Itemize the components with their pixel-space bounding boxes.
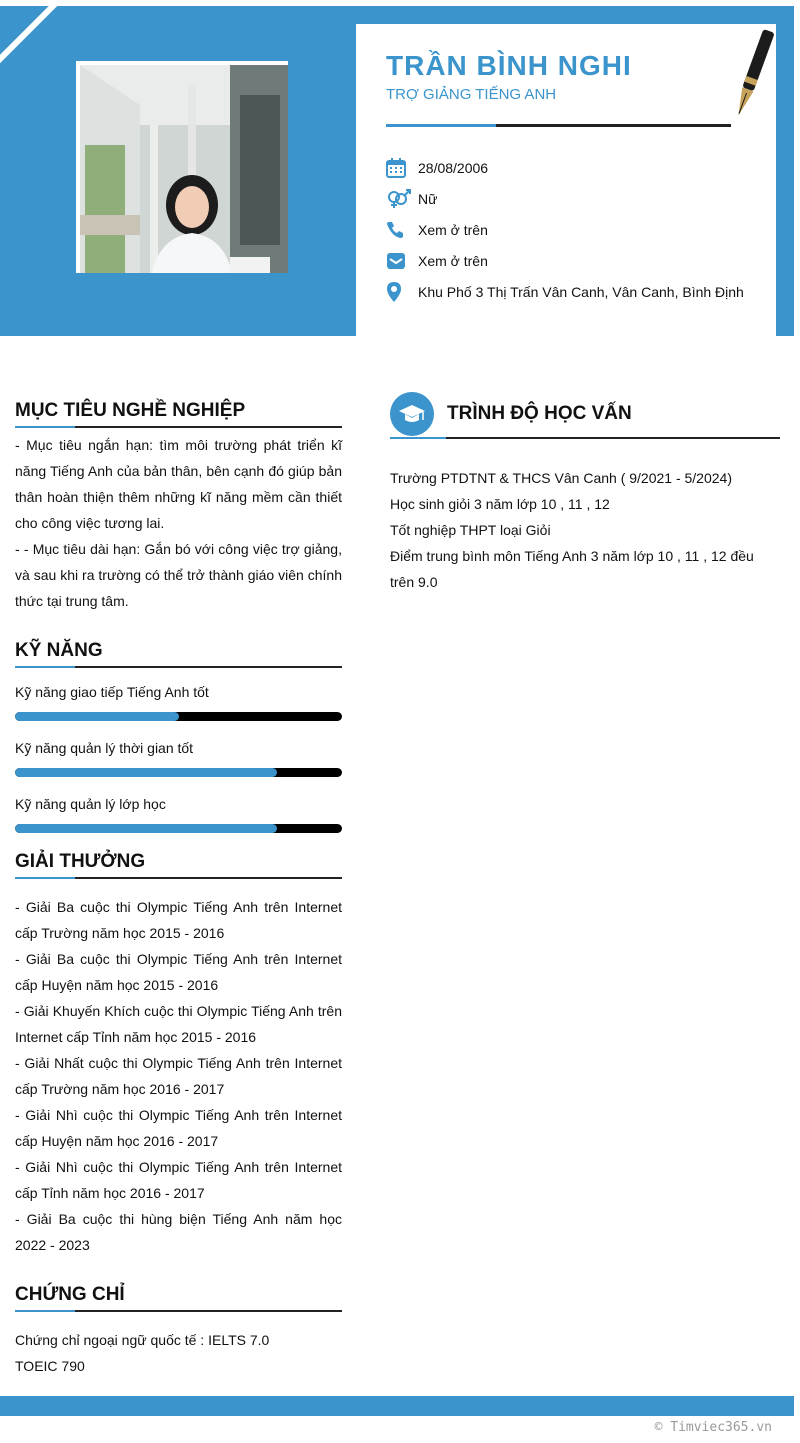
skills-title: KỸ NĂNG [15, 640, 103, 661]
education-line: Học sinh giỏi 3 năm lớp 10 , 11 , 12 [390, 496, 610, 512]
candidate-name: TRẦN BÌNH NGHI [386, 50, 632, 81]
contact-phone [386, 214, 766, 245]
skill-bar [15, 712, 342, 721]
skill-bar-fill [15, 712, 179, 721]
education-header [390, 392, 780, 436]
awards-title: GIẢI THƯỞNG [15, 851, 146, 872]
award-item: - Giải Ba cuộc thi Olympic Tiếng Anh trên Internet cấp Huyện năm học 2015 - 2016 [15, 951, 342, 993]
objective-title: MỤC TIÊU NGHỀ NGHIỆP [15, 400, 246, 421]
fountain-pen-icon [724, 28, 780, 128]
right-column [390, 392, 780, 595]
awards-section [15, 851, 342, 1258]
award-item: - Giải Khuyến Khích cuộc thi Olympic Tiếng Anh trên Internet cấp Tỉnh năm học 2015 - 2016 [15, 1003, 342, 1045]
contact-list [386, 152, 766, 307]
contact-email [386, 245, 766, 276]
award-item: - Giải Nhì cuộc thi Olympic Tiếng Anh trên Internet cấp Tỉnh năm học 2016 - 2017 [15, 1159, 342, 1201]
phone-icon [386, 219, 418, 241]
objective-long-term: - - Mục tiêu dài hạn: Gắn bó với công việc trợ giảng, và sau khi ra trường có thể trở thành giáo viên chính thức tại trung tâm. [15, 541, 342, 609]
profile-photo [80, 65, 288, 273]
certificate-item: TOEIC 790 [15, 1358, 85, 1374]
header-banner [0, 6, 794, 336]
footer-bar [0, 1396, 794, 1416]
education-line: Tốt nghiệp THPT loại Giỏi [390, 522, 551, 538]
skill-label: Kỹ năng giao tiếp Tiếng Anh tốt [15, 684, 209, 700]
skill-label: Kỹ năng quản lý lớp học [15, 796, 166, 812]
certificates-title: CHỨNG CHỈ [15, 1284, 125, 1305]
title-underline-accent [386, 124, 496, 127]
gender-icon [386, 188, 418, 210]
education-line: Trường PTDTNT & THCS Vân Canh ( 9/2021 - 5/2024) [390, 470, 732, 486]
contact-gender [386, 183, 766, 214]
section-rule [390, 437, 780, 439]
contact-birthday [386, 152, 766, 183]
birthday-text: 28/08/2006 [418, 159, 489, 176]
left-column [15, 400, 342, 1379]
calendar-icon [386, 157, 418, 179]
skill-bar-fill [15, 824, 277, 833]
certificate-item: Chứng chỉ ngoại ngữ quốc tế : IELTS 7.0 [15, 1332, 270, 1348]
info-card [356, 24, 776, 336]
objective-short-term: - Mục tiêu ngắn hạn: tìm môi trường phát triển kĩ năng Tiếng Anh của bản thân, bên cạnh đó giúp bản thân hoàn thiện thêm những kĩ năng mềm cần thiết cho công việc tương lai. [15, 437, 342, 531]
location-pin-icon [386, 281, 418, 303]
section-rule [15, 1310, 342, 1312]
title-underline [496, 124, 731, 127]
award-item: - Giải Ba cuộc thi Olympic Tiếng Anh trên Internet cấp Trường năm học 2015 - 2016 [15, 899, 342, 941]
skill-bar-fill [15, 768, 277, 777]
certificates-section [15, 1284, 342, 1379]
contact-address [386, 276, 766, 307]
objective-section [15, 400, 342, 614]
job-title: TRỢ GIẢNG TIẾNG ANH [386, 86, 557, 103]
skill-bar [15, 768, 342, 777]
section-rule [15, 666, 342, 668]
skill-label: Kỹ năng quản lý thời gian tốt [15, 740, 194, 756]
section-rule [15, 877, 342, 879]
graduation-cap-icon [390, 392, 434, 436]
education-title: TRÌNH ĐỘ HỌC VẤN [447, 403, 632, 424]
award-item: - Giải Nhất cuộc thi Olympic Tiếng Anh trên Internet cấp Trường năm học 2016 - 2017 [15, 1055, 342, 1097]
email-text: Xem ở trên [418, 252, 488, 269]
phone-text: Xem ở trên [418, 221, 488, 238]
award-item: - Giải Ba cuộc thi hùng biện Tiếng Anh năm học 2022 - 2023 [15, 1211, 342, 1253]
education-section [390, 392, 780, 595]
education-line: Điểm trung bình môn Tiếng Anh 3 năm lớp 10 , 11 , 12 đều trên 9.0 [390, 548, 754, 590]
skills-section [15, 640, 342, 833]
skill-bar [15, 824, 342, 833]
profile-photo-frame [76, 61, 288, 273]
watermark: © Timviec365.vn [654, 1420, 772, 1435]
section-rule [15, 426, 342, 428]
gender-text: Nữ [418, 190, 438, 207]
address-text: Khu Phố 3 Thị Trấn Vân Canh, Vân Canh, Bình Định [418, 283, 744, 300]
email-icon [386, 250, 418, 272]
award-item: - Giải Nhì cuộc thi Olympic Tiếng Anh trên Internet cấp Huyện năm học 2016 - 2017 [15, 1107, 342, 1149]
